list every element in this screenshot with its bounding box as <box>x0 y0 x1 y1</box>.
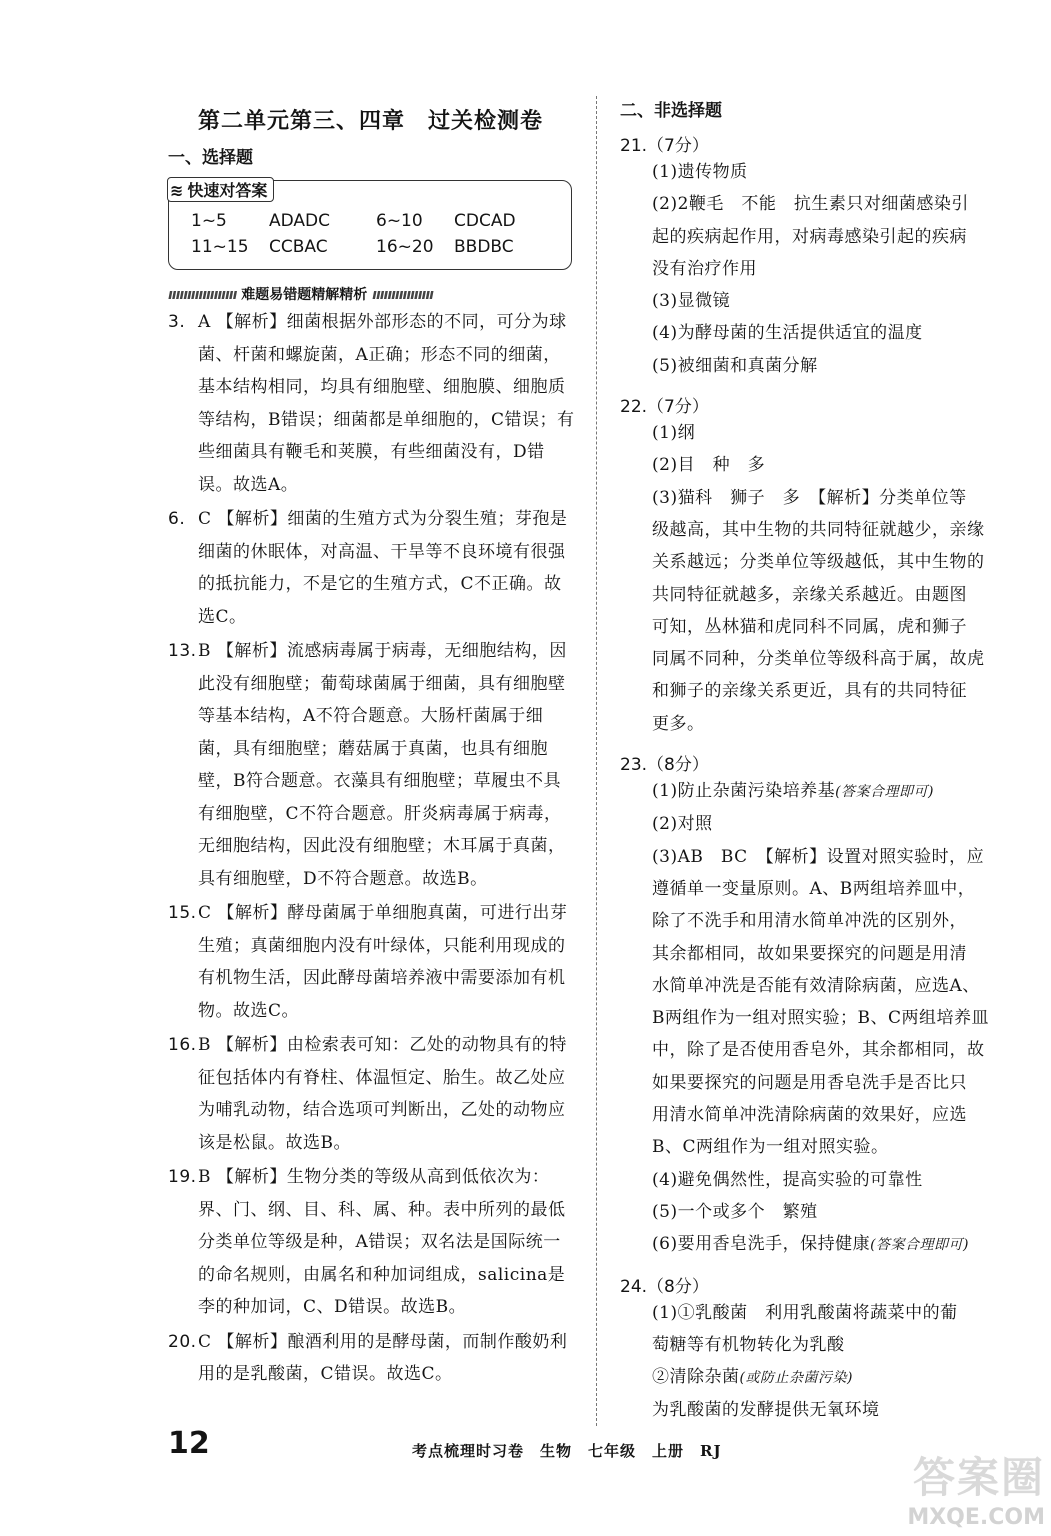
answer-line: 同属不同种，分类单位等级科高于属，故虎 <box>652 649 985 670</box>
answer-line: (1)遗传物质 <box>652 162 748 182</box>
answer-line: B两组作为一组对照实验；B、C两组培养皿 <box>652 1008 989 1029</box>
footer-text: 考点梳理时习卷 生物 七年级 上册 RJ <box>412 1442 722 1460</box>
answer-line: 级越高，其中生物的共同特征就越少，亲缘 <box>652 519 985 540</box>
answer-line: (3)显微镜 <box>652 291 731 312</box>
answer-cell: 1~5 ADADC <box>191 211 331 231</box>
answer-line: B、C两组作为一组对照实验。 <box>652 1137 889 1158</box>
analysis-item-16: 16. B 【解析】由检索表可知：乙处的动物具有的特征包括体内有脊柱、体温恒定、胎生。故乙处应为哺乳动物，结合选项可判断出，乙处的动物应该是松鼠。故选B。 <box>168 1035 567 1153</box>
hatch-decoration-left: ıııııııııııııııııı <box>168 287 237 303</box>
answer-line: 没有治疗作用 <box>652 258 757 279</box>
answer-line: 如果要探究的问题是用香皂洗手是否比只 <box>652 1072 967 1093</box>
watermark-logo: 答案圈 <box>912 1453 1045 1502</box>
answer-line: (5)一个或多个 繁殖 <box>652 1201 818 1222</box>
answer-line: (2)对照 <box>652 814 713 835</box>
analysis-item-15: 15. C 【解析】酵母菌属于单细胞真菌，可进行出芽生殖；真菌细胞内没有叶绿体，只能利用现成的有机物生活，因此酵母菌培养液中需要添加有机物。故选C。 <box>168 903 568 1021</box>
answer-cell: 6~10 CDCAD <box>376 211 516 231</box>
answer-cell: 16~20 BBDBC <box>376 237 514 257</box>
left-column <box>168 96 578 1391</box>
answer-line: 遵循单一变量原则。A、B两组培养皿中， <box>652 878 976 899</box>
section-choice-heading: 一、选择题 <box>168 148 253 168</box>
question-24-heading: 24.（8分） <box>620 1276 709 1297</box>
answer-line: (2)2鞭毛 不能 抗生素只对细菌感染引 <box>652 194 969 215</box>
analysis-item-20: 20. C 【解析】酿酒利用的是酵母菌，而制作酸奶利用的是乳酸菌，C错误。故选C。 <box>168 1331 568 1384</box>
page-title: 第二单元第三、四章 过关检测卷 <box>198 109 544 134</box>
answer-line: (3)AB BC 【解析】设置对照实验时，应 <box>652 846 985 867</box>
column-divider <box>596 96 597 1426</box>
answer-line: (4)为酵母菌的生活提供适宜的温度 <box>652 323 923 344</box>
answer-line: (1)防止杂菌污染培养基(答案合理即可) <box>652 781 935 802</box>
answer-line: (2)目 种 多 <box>652 455 766 476</box>
quick-answer-tag <box>167 177 274 202</box>
analysis-item-3: 3. A 【解析】细菌根据外部形态的不同，可分为球菌、杆菌和螺旋菌，A正确；形态不同的细菌，基本结构相同，均具有细胞壁、细胞膜、细胞质等结构，B错误；细菌都是单细胞的，C错误；有些细菌具有鞭毛和荚膜，有些细菌没有，D错误。故选A。 <box>168 312 575 495</box>
answer-line: 共同特征就越多，亲缘关系越近。由题图 <box>652 584 967 605</box>
answer-line: (1)纲 <box>652 423 696 444</box>
answer-line: 中，除了是否使用香皂外，其余都相同，故 <box>652 1040 985 1061</box>
quick-answer-grid <box>191 211 561 257</box>
answer-line: (5)被细菌和真菌分解 <box>652 355 818 376</box>
watermark-url: MXQE.COM <box>907 1505 1045 1530</box>
analysis-title: 难题易错题精解精析 <box>241 287 368 303</box>
answer-line: (6)要用香皂洗手，保持健康(答案合理即可) <box>652 1234 970 1255</box>
question-23-heading: 23.（8分） <box>620 755 709 776</box>
analysis-item-6: 6. C 【解析】细菌的生殖方式为分裂生殖；芽孢是细菌的休眠体，对高温、干旱等不良环境有很强的抵抗能力，不是它的生殖方式，C不正确。故选C。 <box>168 509 568 627</box>
answer-line: 更多。 <box>652 713 705 734</box>
answer-line: (4)避免偶然性，提高实验的可靠性 <box>652 1169 923 1190</box>
answer-line: 水简单冲洗是否能有效清除病菌，应选A、 <box>652 975 980 996</box>
answer-line: 用清水简单冲洗清除病菌的效果好，应选 <box>652 1105 967 1126</box>
answer-line: 萄糖等有机物转化为乳酸 <box>652 1334 845 1355</box>
answer-line: 关系越远；分类单位等级越低，其中生物的 <box>652 552 985 573</box>
quick-answer-label: 快速对答案 <box>187 181 268 200</box>
analysis-banner <box>168 284 578 304</box>
wave-icon: ≋ <box>170 181 184 200</box>
answer-line: (3)猫科 狮子 多 【解析】分类单位等 <box>652 487 967 508</box>
answer-line: 可知，丛林猫和虎同科不同属，虎和狮子 <box>652 616 967 637</box>
watermark <box>907 1445 1045 1530</box>
analysis-item-13: 13. B 【解析】流感病毒属于病毒，无细胞结构，因此没有细胞壁；葡萄球菌属于细菌，具有细胞壁等基本结构，A不符合题意。大肠杆菌属于细菌，具有细胞壁；蘑菇属于真菌，也具有细胞壁，B符合题意。衣藻具有细胞壁；草履虫不具有细胞壁，C不符合题意。肝炎病毒属于病毒，无细胞结构，因此没有细胞壁；木耳属于真菌，具有细胞壁，D不符合题意。故选B。 <box>168 641 567 889</box>
quick-answer-box <box>168 180 572 270</box>
answer-cell: 11~15 CCBAC <box>191 237 328 257</box>
answer-line: 其余都相同，故如果要探究的问题是用清 <box>652 943 967 964</box>
answer-line: ②清除杂菌(或防止杂菌污染) <box>652 1367 853 1388</box>
hatch-decoration-right: ıııııııııııııııı <box>372 287 433 303</box>
right-column <box>620 96 1030 1427</box>
answer-line: 除了不洗手和用清水简单冲洗的区别外， <box>652 911 967 932</box>
answer-line: 为乳酸菌的发酵提供无氧环境 <box>652 1400 880 1421</box>
page-number: 12 <box>168 1426 210 1461</box>
question-22-heading: 22.（7分） <box>620 397 709 418</box>
answer-line: (1)①乳酸菌 利用乳酸菌将蔬菜中的葡 <box>652 1302 958 1323</box>
answer-line: 和狮子的亲缘关系更近，具有的共同特征 <box>652 681 967 702</box>
analysis-item-19: 19. B 【解析】生物分类的等级从高到低依次为：界、门、纲、目、科、属、种。表中所列的最低分类单位等级是种，A错误；双名法是国际统一的命名规则，由属名和种加词组成，salicina是李的种加词，C、D错误。故选B。 <box>168 1167 566 1317</box>
question-21-heading: 21.（7分） <box>620 136 709 156</box>
section-nonchoice-heading: 二、非选择题 <box>620 101 722 121</box>
answer-line: 起的疾病起作用，对病毒感染引起的疾病 <box>652 226 967 247</box>
